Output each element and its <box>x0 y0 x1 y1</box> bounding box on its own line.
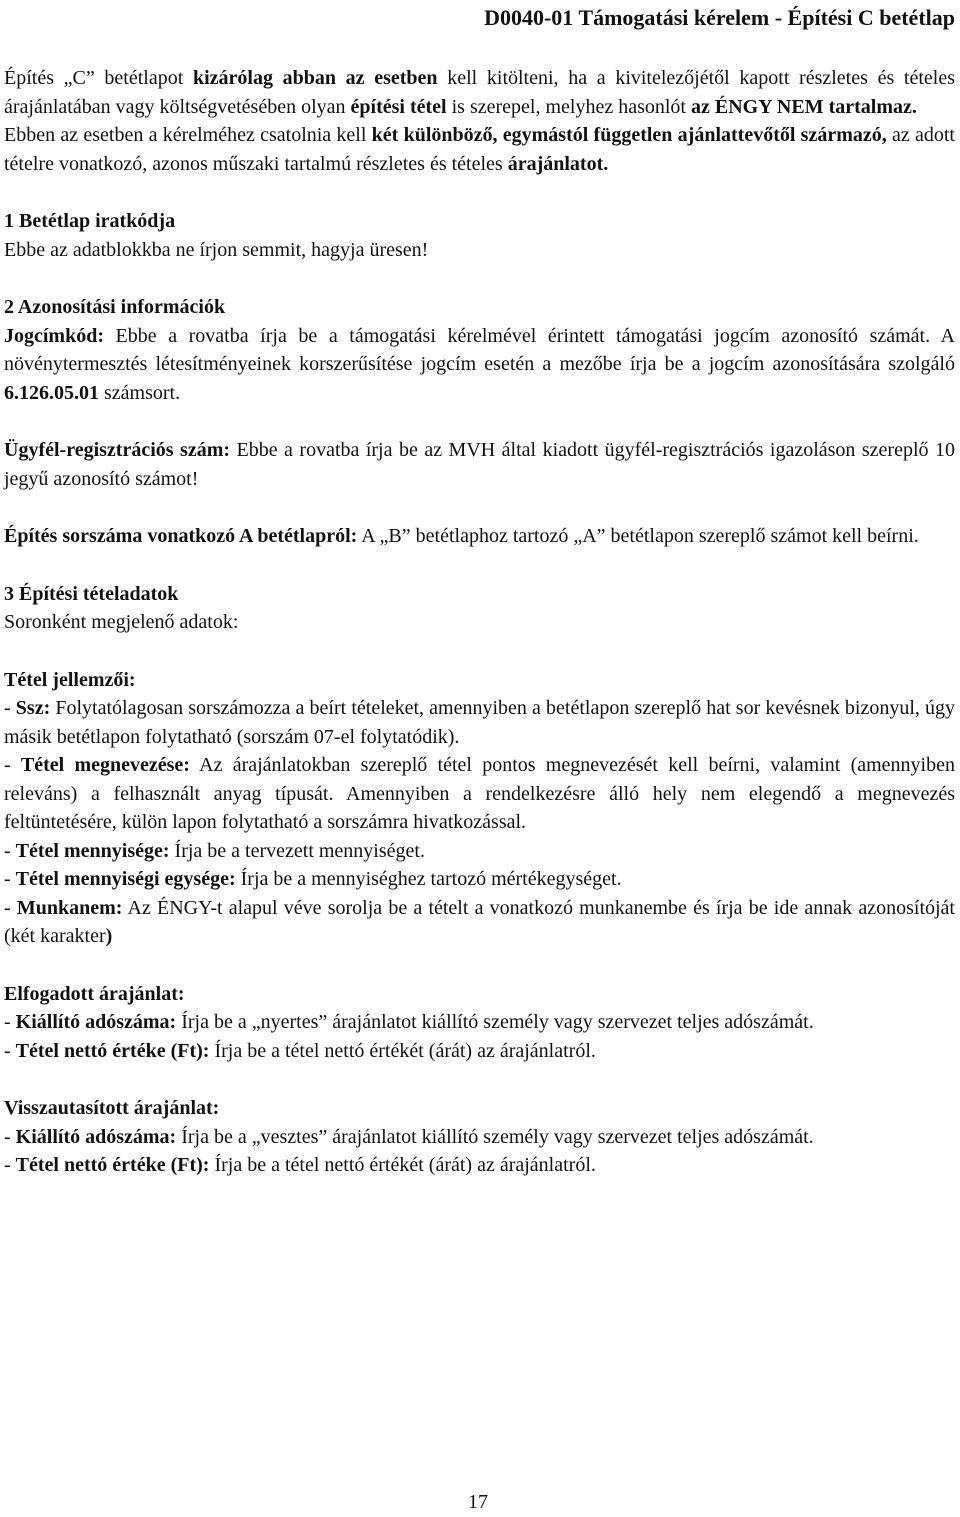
text-run: is szerepel, melyhez hasonlót <box>446 95 691 118</box>
text-run: Ebbe a rovatba írja be az MVH által kiadott ügyfél-regisztrációs igazoláson szereplő 10 jegyű azonosító számot! <box>4 439 955 490</box>
list-item <box>4 865 955 894</box>
bold-text-run: Munkanem: <box>16 896 123 919</box>
section-2-heading: 2 Azonosítási információk <box>4 296 226 318</box>
jogcimkod-paragraph <box>4 322 955 408</box>
visszautasitott-arajanlat-heading: Visszautasított árajánlat: <box>4 1097 220 1119</box>
tetel-jellemzoi-heading: Tétel jellemzői: <box>4 668 136 691</box>
intro-paragraph-1 <box>4 64 955 121</box>
text-run: Írja be a tétel nettó értékét (árát) az árajánlatról. <box>209 1154 596 1176</box>
text-run: Írja be a „vesztes” árajánlatot kiállító személy vagy szervezet teljes adószámát. <box>176 1125 814 1148</box>
text-run: - <box>4 839 16 862</box>
bold-text-run: Építés sorszáma vonatkozó A betétlapról: <box>4 525 358 547</box>
list-item <box>4 837 955 866</box>
text-run: - <box>4 896 17 919</box>
section-1-heading: 1 Betétlap iratkódja <box>4 210 176 232</box>
text-run: számsort. <box>99 381 181 404</box>
bold-text-run: Tétel mennyiségi egysége: <box>15 868 236 890</box>
section-3-heading: 3 Építési tételadatok <box>4 582 179 605</box>
list-item <box>4 1151 955 1180</box>
list-item <box>4 1008 955 1037</box>
bold-text-run: Tétel nettó értéke (Ft): <box>15 1154 210 1176</box>
bold-text-run: Tétel nettó értéke (Ft): <box>15 1039 210 1062</box>
list-item <box>4 894 955 951</box>
epites-sorszama-paragraph <box>4 522 955 551</box>
text-run: Írja be a mennyiséghez tartozó mértékegységet. <box>235 868 622 890</box>
text-run: Írja be a tétel nettó értékét (árát) az árajánlatról. <box>209 1039 596 1062</box>
section-1-text: Ebbe az adatblokkba ne írjon semmit, hagyja üresen! <box>4 238 429 261</box>
text-run: Folytatólagosan sorszámozza a beírt tételeket, amennyiben a betétlapon szereplő hat sor kevésnek bizonyul, úgy másik betétlapon folytatható (sorszám 07-el folytatódik). <box>4 697 955 748</box>
text-run: az adott tételre vonatkozó, azonos műszaki tartalmú részletes és tételes <box>4 124 955 175</box>
bold-text-run: ) <box>105 925 113 947</box>
bold-text-run: Ssz: <box>15 697 51 719</box>
text-run: - <box>4 1125 16 1148</box>
text-run: Az ÉNGY-t alapul véve sorolja be a tételt a vonatkozó munkanembe és írja be ide annak azonosítóját (két karakter <box>4 896 955 947</box>
bold-text-run: Kiállító adószáma: <box>15 1125 177 1148</box>
bold-text-run: Ügyfél-regisztrációs szám: <box>4 439 231 461</box>
list-item <box>4 751 955 837</box>
bold-text-run: Tétel megnevezése: <box>20 754 190 776</box>
text-run: kell kitölteni, ha a kivitelezőjétől kapott részletes és tételes árajánlatában vagy költségvetésében olyan <box>4 67 955 118</box>
bold-text-run: Kiállító adószáma: <box>15 1011 177 1033</box>
elfogadott-arajanlat-heading: Elfogadott árajánlat: <box>4 982 185 1005</box>
bold-text-run: Tétel mennyisége: <box>15 839 170 862</box>
tetel-jellemzoi-list <box>4 694 955 951</box>
list-item <box>4 1037 955 1066</box>
text-run: Írja be a „nyertes” árajánlatot kiállító személy vagy szervezet teljes adószámát. <box>176 1011 814 1033</box>
list-item <box>4 694 955 751</box>
bold-text-run: két különböző, egymástól független ajánlattevőtől származó, <box>371 124 887 146</box>
list-item <box>4 1123 955 1152</box>
text-run: Építés „C” betétlapot <box>4 67 193 89</box>
document-header: D0040-01 Támogatási kérelem - Építési C betétlap <box>484 5 955 30</box>
text-run: A „B” betétlaphoz tartozó „A” betétlapon szereplő számot kell beírni. <box>357 525 919 547</box>
bold-text-run: 6.126.05.01 <box>4 381 99 404</box>
text-run: Ebben az esetben a kérelméhez csatolnia kell <box>4 124 372 146</box>
text-run: - <box>4 754 21 776</box>
page-number: 17 <box>468 1491 488 1513</box>
document-body <box>4 64 955 1180</box>
text-run: - <box>4 1154 16 1176</box>
text-run: Írja be a tervezett mennyiséget. <box>169 839 425 862</box>
section-3-subtext: Soronként megjelenő adatok: <box>4 611 239 633</box>
text-run: - <box>4 1039 16 1062</box>
text-run: - <box>4 697 16 719</box>
text-run: - <box>4 1011 16 1033</box>
bold-text-run: kizárólag abban az esetben <box>192 67 438 89</box>
bold-text-run: Jogcímkód: <box>4 324 104 347</box>
bold-text-run: árajánlatot. <box>507 152 609 175</box>
text-run: Az árajánlatokban szereplő tétel pontos megnevezését kell beírni, valamint (amennyiben releváns) a felhasznált anyag típusát. Amennyiben a rendelkezésre álló hely nem elegendő a megnevezés feltüntetésére, külön lapon folytatható a sorszámra hivatkozással. <box>4 754 955 833</box>
text-run: - <box>4 868 16 890</box>
bold-text-run: építési tétel <box>350 95 447 118</box>
visszautasitott-arajanlat-list <box>4 1123 955 1180</box>
ugyfel-regisztracios-paragraph <box>4 436 955 493</box>
elfogadott-arajanlat-list <box>4 1008 955 1065</box>
intro-paragraph-2 <box>4 121 955 178</box>
bold-text-run: az ÉNGY NEM tartalmaz. <box>690 95 917 118</box>
text-run: Ebbe a rovatba írja be a támogatási kérelmével érintett támogatási jogcím azonosító számát. A növénytermesztés létesítményeinek korszerűsítése jogcím esetén a mezőbe írja be a jogcím azonosítására szolgáló <box>4 324 955 375</box>
